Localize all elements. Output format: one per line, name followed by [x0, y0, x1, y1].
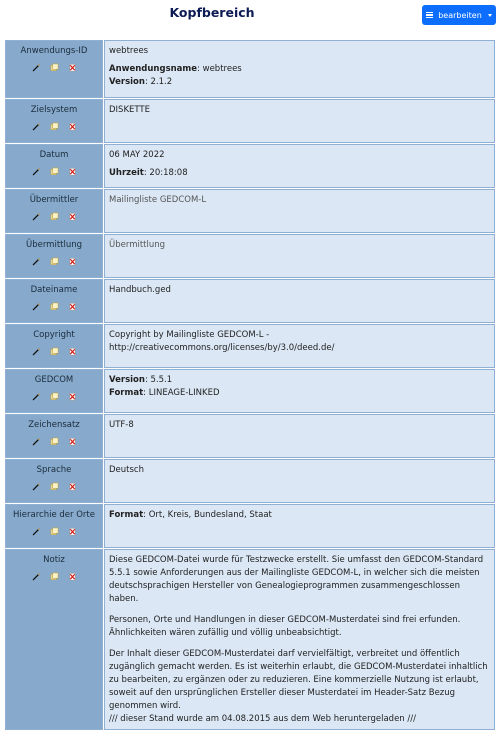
- copy-icon[interactable]: [50, 347, 59, 356]
- fact-value-cell: [104, 99, 495, 143]
- copy-icon[interactable]: [50, 572, 59, 581]
- fact-value-cell: [104, 279, 495, 323]
- fact-value-cell: [104, 234, 495, 278]
- fact-value-cell: [104, 189, 495, 233]
- fact-label-cell: [5, 40, 103, 98]
- header-facts-table: [4, 39, 496, 731]
- fact-label-cell: [5, 189, 103, 233]
- fact-label: Zielsystem: [30, 105, 78, 115]
- fact-value-line: [109, 194, 490, 207]
- delete-icon[interactable]: [68, 122, 77, 131]
- fact-value-text: DISKETTE: [109, 105, 150, 115]
- copy-icon[interactable]: [50, 302, 59, 311]
- page-title: Kopfbereich: [169, 5, 255, 20]
- delete-icon[interactable]: [68, 482, 77, 491]
- fact-value-text: webtrees: [109, 46, 149, 56]
- fact-actions: [8, 391, 100, 401]
- note-paragraph: Der Inhalt dieser GEDCOM-Musterdatei darf vervielfältigt, verbreitet und öffentlich zugänglich gemacht werden. Es ist weiterhin erlaubt, die GEDCOM-Musterdatei inhaltlich zu bearbeiten, zu ergänzen oder zu reduzieren. Eine kommerzielle Nutzung ist erlaubt, soweit auf den ursprünglichen Ersteller dieser Musterdatei im Header-Satz Bezug genommen wird. /// dieser Stand wurde am 04.08.2015 aus dem Web heruntergeladen ///: [109, 649, 488, 724]
- fact-value-separator: :: [143, 168, 150, 178]
- fact-row: [5, 459, 495, 503]
- fact-label-cell: [5, 324, 103, 368]
- fact-label: Übermittler: [29, 195, 79, 205]
- fact-value-text: 20:18:08: [149, 168, 188, 178]
- pencil-icon[interactable]: [32, 63, 41, 72]
- fact-value-text: Übermittlung: [109, 240, 166, 250]
- pencil-icon[interactable]: [32, 572, 41, 581]
- copy-icon[interactable]: [50, 63, 59, 72]
- note-paragraph: Personen, Orte und Handlungen in dieser GEDCOM-Musterdatei sind frei erfunden. Ähnlichkeiten wären zufällig und völlig unbeabsichtigt.: [109, 615, 461, 638]
- fact-label-cell: [5, 504, 103, 548]
- fact-row: [5, 40, 495, 98]
- fact-value-cell: [104, 459, 495, 503]
- fact-value-key: Version: [109, 375, 145, 385]
- delete-icon[interactable]: [68, 63, 77, 72]
- note-paragraph: Diese GEDCOM-Datei wurde für Testzwecke erstellt. Sie umfasst den GEDCOM-Standard 5.5.1 sowie Anforderungen aus der Mailingliste GEDCOM-L, in welcher sich die meisten deutschsprachigen Hersteller von Genealogieprogrammen zusammengeschlossen haben.: [109, 555, 484, 604]
- menu-icon: [426, 12, 433, 19]
- fact-value-key: Version: [109, 77, 145, 87]
- fact-label-cell: [5, 459, 103, 503]
- copy-icon[interactable]: [50, 527, 59, 536]
- copy-icon[interactable]: [50, 257, 59, 266]
- fact-value-text: 5.5.1: [150, 375, 173, 385]
- fact-label-cell: [5, 369, 103, 413]
- fact-actions: [8, 301, 100, 311]
- fact-label-cell: [5, 99, 103, 143]
- fact-value-line: [109, 45, 490, 58]
- edit-dropdown-button[interactable]: [422, 5, 496, 25]
- copy-icon[interactable]: [50, 437, 59, 446]
- fact-value-separator: :: [144, 77, 151, 87]
- fact-value-line: [109, 329, 490, 355]
- fact-value-line: [109, 149, 490, 162]
- delete-icon[interactable]: [68, 167, 77, 176]
- fact-row: [5, 234, 495, 278]
- fact-actions: [8, 256, 100, 266]
- fact-value-cell: [104, 324, 495, 368]
- fact-row: [5, 369, 495, 413]
- fact-row: [5, 504, 495, 548]
- edit-button-label: bearbeiten: [438, 10, 482, 20]
- pencil-icon[interactable]: [32, 437, 41, 446]
- fact-row: [5, 99, 495, 143]
- fact-actions: [8, 436, 100, 446]
- fact-value-key: Format: [109, 388, 144, 398]
- chevron-down-icon: [488, 14, 492, 17]
- pencil-icon[interactable]: [32, 482, 41, 491]
- fact-value-cell: [104, 369, 495, 413]
- pencil-icon[interactable]: [32, 122, 41, 131]
- fact-value-line: [109, 387, 490, 400]
- copy-icon[interactable]: [50, 482, 59, 491]
- fact-actions: [8, 211, 100, 221]
- fact-value-text: UTF-8: [109, 420, 134, 430]
- fact-label-cell: [5, 234, 103, 278]
- fact-value-line: [109, 76, 490, 89]
- fact-label: Notiz: [43, 555, 65, 565]
- fact-value-text: 2.1.2: [150, 77, 173, 87]
- fact-label: Copyright: [33, 330, 75, 340]
- fact-value-key: Format: [109, 510, 144, 520]
- pencil-icon[interactable]: [32, 347, 41, 356]
- fact-value-line: [109, 239, 490, 252]
- copy-icon[interactable]: [50, 212, 59, 221]
- fact-value-separator: :: [197, 64, 203, 74]
- fact-label: GEDCOM: [34, 375, 74, 385]
- copy-icon[interactable]: [50, 167, 59, 176]
- delete-icon[interactable]: [68, 212, 77, 221]
- fact-value-cell: [104, 504, 495, 548]
- pencil-icon[interactable]: [32, 257, 41, 266]
- fact-value-line: [109, 464, 490, 477]
- delete-icon[interactable]: [68, 302, 77, 311]
- fact-value-cell: [104, 549, 495, 730]
- delete-icon[interactable]: [68, 347, 77, 356]
- pencil-icon[interactable]: [32, 302, 41, 311]
- fact-row: [5, 414, 495, 458]
- fact-value-separator: :: [143, 388, 149, 398]
- fact-value-text: 06 MAY 2022: [109, 150, 165, 160]
- fact-value-line: [109, 509, 490, 522]
- fact-label: Übermittlung: [25, 240, 83, 250]
- fact-value-key: Uhrzeit: [109, 168, 144, 178]
- fact-value-line: [109, 63, 490, 76]
- copy-icon[interactable]: [50, 392, 59, 401]
- fact-label-cell: [5, 144, 103, 188]
- fact-label: Sprache: [36, 465, 72, 475]
- fact-label: Anwendungs-ID: [20, 46, 88, 56]
- fact-actions: [8, 166, 100, 176]
- fact-label-cell: [5, 549, 103, 730]
- page-header: [0, 0, 500, 32]
- pencil-icon[interactable]: [32, 527, 41, 536]
- fact-row: [5, 549, 495, 730]
- fact-actions: [8, 346, 100, 356]
- fact-value-separator: :: [144, 375, 151, 385]
- fact-value-line: [109, 284, 490, 297]
- fact-value-separator: :: [143, 510, 149, 520]
- fact-row: [5, 189, 495, 233]
- fact-value-line: [109, 374, 490, 387]
- fact-value-cell: [104, 414, 495, 458]
- fact-value-line: [109, 419, 490, 432]
- fact-label-cell: [5, 414, 103, 458]
- fact-actions: [8, 121, 100, 131]
- fact-value-text: Mailingliste GEDCOM-L: [109, 195, 207, 205]
- fact-label: Zeichensatz: [28, 420, 80, 430]
- fact-value-cell: [104, 40, 495, 98]
- pencil-icon[interactable]: [32, 212, 41, 221]
- fact-value-line: [109, 104, 490, 117]
- delete-icon[interactable]: [68, 437, 77, 446]
- fact-value-key: Anwendungsname: [109, 64, 198, 74]
- delete-icon[interactable]: [68, 572, 77, 581]
- copy-icon[interactable]: [50, 122, 59, 131]
- fact-row: [5, 279, 495, 323]
- fact-value-text: Ort, Kreis, Bundesland, Staat: [148, 510, 272, 520]
- fact-value-cell: [104, 144, 495, 188]
- fact-actions: [8, 526, 100, 536]
- pencil-icon[interactable]: [32, 392, 41, 401]
- fact-actions: [8, 62, 100, 72]
- fact-label: Dateiname: [30, 285, 78, 295]
- fact-label: Datum: [39, 150, 69, 160]
- delete-icon[interactable]: [68, 392, 77, 401]
- fact-value-text: LINEAGE-LINKED: [148, 388, 220, 398]
- fact-value-text: Copyright by Mailingliste GEDCOM-L - http://creativecommons.org/licenses/by/3.0/deed.de/: [109, 330, 335, 353]
- fact-actions: [8, 571, 100, 581]
- fact-label-cell: [5, 279, 103, 323]
- fact-label: Hierarchie der Orte: [13, 510, 95, 520]
- fact-value-line: [109, 167, 490, 180]
- fact-actions: [8, 481, 100, 491]
- pencil-icon[interactable]: [32, 167, 41, 176]
- delete-icon[interactable]: [68, 527, 77, 536]
- fact-row: [5, 144, 495, 188]
- fact-value-text: webtrees: [202, 64, 242, 74]
- delete-icon[interactable]: [68, 257, 77, 266]
- fact-row: [5, 324, 495, 368]
- fact-value-text: Handbuch.ged: [109, 285, 171, 295]
- fact-value-text: Deutsch: [109, 465, 144, 475]
